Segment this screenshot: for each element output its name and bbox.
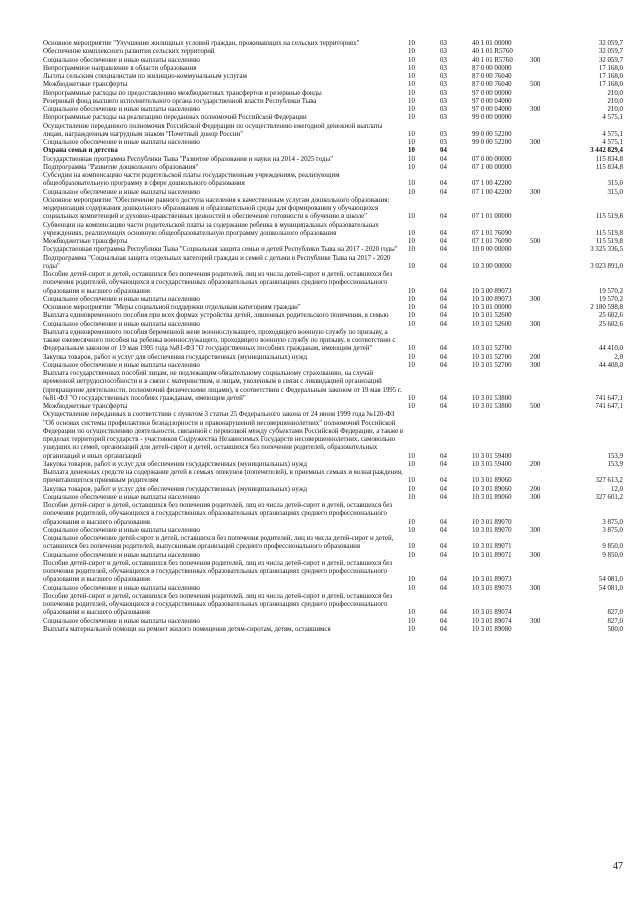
row-subsection-cell: 04 <box>440 493 447 501</box>
row-subsection-cell: 04 <box>440 147 447 155</box>
row-section-cell: 10 <box>408 106 415 113</box>
row-target-article-cell: 07 1 00 00000 <box>472 163 512 171</box>
row-name-cell: Непрограммные расходы по предоставлению межбюджетных трансфертов и резервные фонды <box>43 89 322 97</box>
row-subsection-cell: 04 <box>440 609 447 617</box>
row-amount-cell: 4 575,1 <box>602 130 623 138</box>
row-section-cell: 10 <box>408 246 415 254</box>
table-row <box>43 40 623 48</box>
table-row <box>43 156 623 164</box>
row-target-article-cell: 10 3 01 89060 <box>472 493 512 501</box>
row-section-cell: 10 <box>408 361 415 369</box>
row-expense-type-cell: 300 <box>530 295 541 303</box>
row-expense-type-cell: 300 <box>530 361 541 369</box>
table-row <box>43 362 623 370</box>
row-name-cell: Социальное обеспечение и иные выплаты населению <box>43 106 200 113</box>
table-row <box>43 552 623 560</box>
row-subsection-cell: 03 <box>440 40 447 47</box>
row-amount-cell: 827,0 <box>607 609 623 617</box>
row-subsection-cell: 04 <box>440 312 447 320</box>
row-name-cell: Межбюджетные трансферты <box>43 403 128 410</box>
row-subsection-cell: 03 <box>440 130 447 138</box>
row-target-article-cell: 07 1 01 00000 <box>472 213 512 221</box>
table-row <box>43 560 623 585</box>
row-amount-cell: 115 519,8 <box>595 238 623 245</box>
table-row <box>43 527 623 535</box>
row-name-cell: Резервный фонд высшего исполнительного органа государственной власти Республики Тыва <box>43 97 317 105</box>
row-target-article-cell: 40 1 01 R5760 <box>472 48 513 56</box>
row-amount-cell: 741 647,1 <box>595 403 623 410</box>
table-row <box>43 139 623 147</box>
row-section-cell: 10 <box>408 493 415 501</box>
row-target-article-cell: 40 1 01 R5760 <box>472 56 513 64</box>
table-row <box>43 296 623 304</box>
row-name-cell: Социальное обеспечение и иные выплаты населению <box>43 139 200 146</box>
row-section-cell: 10 <box>408 617 415 625</box>
row-target-article-cell: 10 3 01 53800 <box>472 394 512 402</box>
row-section-cell: 10 <box>408 304 415 311</box>
row-name-cell: Осуществление переданных в соответствии с пунктом 3 статьи 25 Федерального закона от 24 июня 1999 года №120-ФЗ "Об основах системы профилактики безнадзорности и правонарушений несовершеннолетних" полномочий Российской Федерации по осуществлению деятельности, связанной с перевозкой между субъектами Российской Федерации, а также в пределах территорий государств - участников Содружества Независимых Государств несовершеннолетних, самовольно ушедших из семей, организаций для детей-сирот и детей, оставшихся без попечения родителей, образовательных организаций и иных организаций <box>43 411 404 460</box>
row-target-article-cell: 97 0 00 00000 <box>472 89 512 97</box>
row-target-article-cell: 87 0 00 00000 <box>472 64 512 72</box>
table-row <box>43 354 623 362</box>
table-row <box>43 535 623 552</box>
row-target-article-cell: 07 1 00 42200 <box>472 180 512 188</box>
row-expense-type-cell: 300 <box>530 584 541 592</box>
row-expense-type-cell: 300 <box>530 617 541 625</box>
row-target-article-cell: 97 0 00 04000 <box>472 106 512 113</box>
row-name-cell: Выплата единовременного пособия беременной жене военнослужащего, проходящего военную службу по призыву, а также ежемесячного пособия на ребенка военнослужащего, проходящего военную службу по призыву, в соответствии с Федеральным законом от 19 мая 1995 года №81-ФЗ "О государственных пособиях гражданам, имеющим детей" <box>43 328 396 353</box>
table-row <box>43 238 623 246</box>
row-subsection-cell: 04 <box>440 213 447 221</box>
row-target-article-cell: 10 3 01 52600 <box>472 312 512 320</box>
row-subsection-cell: 04 <box>440 345 447 353</box>
row-name-cell: Охрана семьи и детства <box>43 147 118 155</box>
row-amount-cell: 3 875,0 <box>602 526 623 534</box>
row-amount-cell: 500,0 <box>607 625 623 633</box>
row-target-article-cell: 99 0 00 52200 <box>472 139 512 146</box>
row-name-cell: Непрограммное направление в области образования <box>43 64 197 72</box>
table-row <box>43 312 623 320</box>
table-row <box>43 585 623 593</box>
row-amount-cell: 327 613,2 <box>595 477 623 485</box>
row-target-article-cell: 10 3 01 89060 <box>472 477 512 485</box>
table-row <box>43 123 623 140</box>
table-row <box>43 469 623 486</box>
row-section-cell: 10 <box>408 213 415 221</box>
row-amount-cell: 17 168,0 <box>598 81 623 89</box>
row-subsection-cell: 04 <box>440 617 447 625</box>
row-section-cell: 10 <box>408 163 415 171</box>
row-subsection-cell: 04 <box>440 188 447 196</box>
table-row <box>43 222 623 239</box>
row-section-cell: 10 <box>408 188 415 196</box>
table-row <box>43 48 623 56</box>
table-row <box>43 461 623 469</box>
row-target-article-cell: 87 0 00 76040 <box>472 81 512 89</box>
row-subsection-cell: 03 <box>440 89 447 97</box>
row-name-cell: Социальное обеспечение и иные выплаты населению <box>43 56 200 64</box>
row-target-article-cell: 10 3 01 59400 <box>472 452 512 460</box>
row-name-cell: Субсидии на компенсацию части родительской платы государственным учреждениям, реализующим общеобразовательную программу в сфере дошкольного образования <box>43 172 340 188</box>
row-name-cell: Социальное обеспечение и иные выплаты населению <box>43 295 200 303</box>
row-target-article-cell: 10 3 01 52700 <box>472 361 512 369</box>
row-amount-cell: 115 519,8 <box>595 213 623 221</box>
row-subsection-cell: 04 <box>440 320 447 328</box>
row-subsection-cell: 04 <box>440 262 447 270</box>
row-name-cell: Льготы сельским специалистам по жилищно-коммунальным услугам <box>43 73 247 80</box>
row-target-article-cell: 10 3 01 52700 <box>472 353 512 361</box>
row-section-cell: 10 <box>408 452 415 460</box>
row-subsection-cell: 04 <box>440 246 447 254</box>
row-target-article-cell: 10 3 01 53800 <box>472 403 512 410</box>
row-amount-cell: 17 168,0 <box>598 73 623 80</box>
page-number: 47 <box>613 861 623 872</box>
row-expense-type-cell: 300 <box>530 320 541 328</box>
row-section-cell: 10 <box>408 584 415 592</box>
row-subsection-cell: 03 <box>440 81 447 89</box>
row-target-article-cell: 10 3 01 89060 <box>472 485 512 493</box>
row-amount-cell: 25 602,6 <box>598 320 623 328</box>
table-row <box>43 494 623 502</box>
row-name-cell: Социальное обеспечение и иные выплаты населению <box>43 361 200 369</box>
row-expense-type-cell: 500 <box>530 403 541 410</box>
row-amount-cell: 44 410,0 <box>598 345 623 353</box>
row-subsection-cell: 04 <box>440 584 447 592</box>
row-name-cell: Закупка товаров, работ и услуг для обеспечения государственных (муниципальных) нужд <box>43 485 307 493</box>
row-target-article-cell: 10 3 01 89074 <box>472 617 512 625</box>
row-section-cell: 10 <box>408 130 415 138</box>
row-target-article-cell: 10 3 01 89074 <box>472 609 512 617</box>
row-name-cell: Социальное обеспечение и иные выплаты населению <box>43 320 200 328</box>
row-subsection-cell: 04 <box>440 526 447 534</box>
row-target-article-cell: 10 3 01 89070 <box>472 518 512 526</box>
row-target-article-cell: 10 3 01 89071 <box>472 543 512 551</box>
row-section-cell: 10 <box>408 394 415 402</box>
row-subsection-cell: 04 <box>440 361 447 369</box>
row-name-cell: Основное мероприятие "Обеспечение равного доступа населения к качественным услугам дошкольного образования: модернизация содержания дошкольного образования и образовательной среды для формирования у обучающихся социальных компетенций и духовно-нравственных ценностей и обеспечение готовности к обучению в школе" <box>43 196 390 221</box>
row-name-cell: Основное мероприятие "Меры социальной поддержки отдельным категориям граждан" <box>43 304 301 311</box>
row-target-article-cell: 07 1 01 76090 <box>472 238 512 245</box>
row-name-cell: Пособие детей-сирот и детей, оставшихся без попечения родителей, лиц из числа детей-сирот и детей, оставшихся без попечения родителей, обучающихся в государственных образовательных организациях среднего профессионального образования и высшего образования <box>43 559 393 584</box>
row-subsection-cell: 04 <box>440 518 447 526</box>
row-section-cell: 10 <box>408 180 415 188</box>
row-section-cell: 10 <box>408 40 415 47</box>
budget-table <box>43 40 623 634</box>
row-name-cell: Осуществление переданного полномочия Российской Федерации по осуществлению ежегодной денежной выплаты лицам, награжденным нагрудным знаком "Почетный донор России" <box>43 122 383 138</box>
row-amount-cell: 9 850,0 <box>602 551 623 559</box>
row-subsection-cell: 04 <box>440 576 447 584</box>
row-section-cell: 10 <box>408 238 415 245</box>
row-amount-cell: 19 570,2 <box>598 295 623 303</box>
row-section-cell: 10 <box>408 287 415 295</box>
row-name-cell: Социальное обеспечение и иные выплаты населению <box>43 526 200 534</box>
row-name-cell: Социальное обеспечение и иные выплаты населению <box>43 493 200 501</box>
row-subsection-cell: 03 <box>440 64 447 72</box>
row-amount-cell: 12,0 <box>610 485 623 493</box>
row-section-cell: 10 <box>408 312 415 320</box>
row-amount-cell: 741 647,1 <box>595 394 623 402</box>
row-amount-cell: 827,0 <box>607 617 623 625</box>
table-row <box>43 403 623 411</box>
row-expense-type-cell: 300 <box>530 551 541 559</box>
row-expense-type-cell: 300 <box>530 493 541 501</box>
row-amount-cell: 115 519,8 <box>595 229 623 237</box>
row-amount-cell: 2,0 <box>614 353 623 361</box>
row-subsection-cell: 04 <box>440 238 447 245</box>
table-row <box>43 255 623 272</box>
row-amount-cell: 210,0 <box>607 106 623 113</box>
row-subsection-cell: 04 <box>440 625 447 633</box>
row-name-cell: Обеспечение комплексного развития сельских территорий <box>43 48 215 56</box>
row-expense-type-cell: 500 <box>530 238 541 245</box>
row-amount-cell: 153,9 <box>607 452 623 460</box>
row-amount-cell: 17 168,0 <box>598 64 623 72</box>
row-name-cell: Закупка товаров, работ и услуг для обеспечения государственных (муниципальных) нужд <box>43 460 307 468</box>
table-row <box>43 304 623 312</box>
row-subsection-cell: 04 <box>440 295 447 303</box>
row-section-cell: 10 <box>408 64 415 72</box>
row-expense-type-cell: 500 <box>530 81 541 89</box>
row-name-cell: Выплата государственных пособий лицам, не подлежащим обязательному социальному страхованию, на случай временной нетрудоспособности и в связи с материнством, и лицам, уволенным в связи с ликвидацией организаций (прекращение деятельности, полномочий физическими лицами), в соответствии с Федеральным законом от 19 мая 1995 г. №81-ФЗ "О государственных пособиях гражданам, имеющим детей" <box>43 370 402 402</box>
row-section-cell: 10 <box>408 155 415 163</box>
table-row <box>43 329 623 354</box>
row-section-cell: 10 <box>408 353 415 361</box>
row-amount-cell: 315,0 <box>607 188 623 196</box>
row-name-cell: Основное мероприятие "Улучшение жилищных условий граждан, проживающих на сельских территориях" <box>43 40 360 47</box>
table-row <box>43 593 623 618</box>
row-section-cell: 10 <box>408 609 415 617</box>
row-amount-cell: 210,0 <box>607 97 623 105</box>
row-section-cell: 10 <box>408 97 415 105</box>
row-name-cell: Подпрограмма "Развитие дошкольного образования" <box>43 163 199 171</box>
row-target-article-cell: 10 3 01 89080 <box>472 625 512 633</box>
row-subsection-cell: 03 <box>440 56 447 64</box>
row-amount-cell: 32 059,7 <box>598 56 623 64</box>
row-target-article-cell: 10 0 00 00000 <box>472 246 512 254</box>
table-row <box>43 197 623 222</box>
row-target-article-cell: 10 3 01 59400 <box>472 460 512 468</box>
row-section-cell: 10 <box>408 518 415 526</box>
row-expense-type-cell: 200 <box>530 460 541 468</box>
row-section-cell: 10 <box>408 625 415 633</box>
table-row <box>43 271 623 296</box>
row-amount-cell: 19 570,2 <box>598 287 623 295</box>
table-row <box>43 81 623 89</box>
row-section-cell: 10 <box>408 526 415 534</box>
row-name-cell: Субвенции на компенсацию части родительской платы за содержание ребенка в муниципальных образовательных учреждениях, реализующих основную общеобразовательную программу дошкольного образования <box>43 221 379 237</box>
row-subsection-cell: 03 <box>440 73 447 80</box>
row-subsection-cell: 03 <box>440 97 447 105</box>
row-target-article-cell: 10 3 01 52700 <box>472 345 512 353</box>
row-subsection-cell: 04 <box>440 287 447 295</box>
row-name-cell: Закупка товаров, работ и услуг для обеспечения государственных (муниципальных) нужд <box>43 353 307 361</box>
row-target-article-cell: 10 3 01 89073 <box>472 584 512 592</box>
row-name-cell: Межбюджетные трансферты <box>43 238 128 245</box>
row-amount-cell: 44 408,0 <box>598 361 623 369</box>
row-section-cell: 10 <box>408 229 415 237</box>
row-amount-cell: 115 834,8 <box>595 163 623 171</box>
table-row <box>43 486 623 494</box>
row-amount-cell: 3 875,0 <box>602 518 623 526</box>
table-row <box>43 370 623 403</box>
row-name-cell: Социальное обеспечение детей-сирот и детей, оставшихся без попечения родителей, лиц из числа детей-сирот и детей, оставшихся без попечения родителей, выпускникам организаций среднего профессионального образования <box>43 535 394 551</box>
row-target-article-cell: 99 0 00 00000 <box>472 114 512 122</box>
row-target-article-cell: 40 1 01 00000 <box>472 40 512 47</box>
table-row <box>43 411 623 461</box>
row-section-cell: 10 <box>408 48 415 56</box>
row-name-cell: Пособие детей-сирот и детей, оставшихся без попечения родителей, лиц из числа детей-сирот и детей, оставшихся без попечения родителей, обучающихся в государственных образовательных организациях среднего профессионального образования и высшего образования <box>43 592 393 617</box>
row-name-cell: Социальное обеспечение и иные выплаты населению <box>43 551 200 559</box>
row-subsection-cell: 04 <box>440 452 447 460</box>
row-section-cell: 10 <box>408 576 415 584</box>
row-subsection-cell: 03 <box>440 106 447 113</box>
row-section-cell: 10 <box>408 345 415 353</box>
table-row <box>43 189 623 197</box>
row-amount-cell: 315,0 <box>607 180 623 188</box>
row-name-cell: Межбюджетные трансферты <box>43 81 128 89</box>
row-name-cell: Государственная программа Республики Тыва "Развитие образования и науки на 2014 - 2025 годы" <box>43 155 334 163</box>
row-section-cell: 10 <box>408 56 415 64</box>
row-subsection-cell: 04 <box>440 353 447 361</box>
row-target-article-cell: 10 3 01 52600 <box>472 320 512 328</box>
row-name-cell: Социальное обеспечение и иные выплаты населению <box>43 188 200 196</box>
row-amount-cell: 3 023 891,0 <box>590 262 623 270</box>
row-expense-type-cell: 300 <box>530 106 541 113</box>
row-name-cell: Выплата денежных средств на содержание детей в семьях опекунов (попечителей), в приемных семьях и вознаграждения, причитающегося приемным родителям <box>43 469 403 485</box>
row-target-article-cell: 87 0 00 76040 <box>472 73 512 80</box>
row-target-article-cell: 10 3 01 89073 <box>472 576 512 584</box>
row-amount-cell: 25 602,6 <box>598 312 623 320</box>
row-subsection-cell: 04 <box>440 163 447 171</box>
row-subsection-cell: 04 <box>440 304 447 311</box>
row-amount-cell: 115 834,8 <box>595 155 623 163</box>
row-amount-cell: 54 081,0 <box>598 576 623 584</box>
row-expense-type-cell: 200 <box>530 485 541 493</box>
row-subsection-cell: 04 <box>440 477 447 485</box>
row-section-cell: 10 <box>408 262 415 270</box>
table-row <box>43 57 623 65</box>
row-name-cell: Выплата единовременного пособия при всех формах устройства детей, лишенных родительского попечения, в семью <box>43 312 389 320</box>
row-amount-cell: 2 180 598,8 <box>590 304 623 311</box>
row-amount-cell: 327 601,2 <box>595 493 623 501</box>
row-name-cell: Непрограммные расходы на реализацию переданных полномочий Российской Федерации <box>43 114 307 122</box>
table-row <box>43 98 623 106</box>
row-name-cell: Выплата материальной помощи на ремонт жилого помещения детям-сиротам, детям, оставшимся <box>43 625 331 633</box>
row-section-cell: 10 <box>408 460 415 468</box>
row-name-cell: Пособие детей-сирот и детей, оставшихся без попечения родителей, лиц из числа детей-сирот и детей, оставшихся без попечения родителей, обучающихся в государственных образовательных организациях среднего профессионального образования и высшего образования <box>43 271 393 295</box>
row-section-cell: 10 <box>408 139 415 146</box>
row-amount-cell: 3 442 829,4 <box>590 147 623 155</box>
row-target-article-cell: 10 3 01 89071 <box>472 551 512 559</box>
row-amount-cell: 3 325 336,5 <box>590 246 623 254</box>
row-target-article-cell: 10 3 00 89073 <box>472 295 512 303</box>
row-amount-cell: 54 081,0 <box>598 584 623 592</box>
row-subsection-cell: 04 <box>440 460 447 468</box>
row-target-article-cell: 10 3 01 89070 <box>472 526 512 534</box>
row-subsection-cell: 04 <box>440 551 447 559</box>
row-target-article-cell: 07 0 00 00000 <box>472 155 512 163</box>
row-amount-cell: 4 575,1 <box>602 139 623 146</box>
row-amount-cell: 4 575,1 <box>602 114 623 122</box>
row-name-cell: Социальное обеспечение и иные выплаты населению <box>43 584 200 592</box>
row-section-cell: 10 <box>408 295 415 303</box>
row-subsection-cell: 03 <box>440 114 447 122</box>
row-section-cell: 10 <box>408 543 415 551</box>
row-expense-type-cell: 300 <box>530 526 541 534</box>
row-name-cell: Государственная программа Республики Тыва "Социальная защита семьи и детей Республики Тыва на 2017 - 2020 годы" <box>43 246 398 254</box>
row-name-cell: Социальное обеспечение и иные выплаты населению <box>43 617 200 625</box>
row-section-cell: 10 <box>408 89 415 97</box>
row-target-article-cell: 97 0 00 04000 <box>472 97 512 105</box>
row-subsection-cell: 04 <box>440 180 447 188</box>
row-subsection-cell: 04 <box>440 394 447 402</box>
row-amount-cell: 32 059,7 <box>598 48 623 56</box>
row-subsection-cell: 04 <box>440 229 447 237</box>
row-section-cell: 10 <box>408 73 415 80</box>
row-amount-cell: 210,0 <box>607 89 623 97</box>
row-target-article-cell: 99 0 00 52200 <box>472 130 512 138</box>
table-row <box>43 321 623 329</box>
row-subsection-cell: 03 <box>440 139 447 146</box>
row-expense-type-cell: 200 <box>530 353 541 361</box>
row-name-cell: Пособие детей-сирот и детей, оставшихся без попечения родителей, лиц из числа детей-сирот и детей, оставшихся без попечения родителей, обучающихся в государственных образовательных организациях среднего профессионального образования и высшего образования <box>43 502 393 526</box>
row-section-cell: 10 <box>408 485 415 493</box>
row-section-cell: 10 <box>408 114 415 122</box>
row-section-cell: 10 <box>408 147 415 155</box>
table-row <box>43 90 623 98</box>
row-section-cell: 10 <box>408 403 415 410</box>
row-target-article-cell: 10 3 00 00000 <box>472 262 512 270</box>
table-row <box>43 618 623 626</box>
table-row <box>43 65 623 73</box>
row-subsection-cell: 03 <box>440 48 447 56</box>
table-row <box>43 164 623 172</box>
table-row <box>43 626 623 634</box>
table-row <box>43 73 623 81</box>
row-section-cell: 10 <box>408 477 415 485</box>
row-expense-type-cell: 300 <box>530 188 541 196</box>
row-target-article-cell: 10 3 00 89073 <box>472 287 512 295</box>
table-row <box>43 246 623 254</box>
row-expense-type-cell: 300 <box>530 139 541 146</box>
table-row <box>43 114 623 122</box>
row-amount-cell: 9 850,0 <box>602 543 623 551</box>
row-subsection-cell: 04 <box>440 543 447 551</box>
table-row <box>43 502 623 527</box>
row-amount-cell: 32 059,7 <box>598 40 623 47</box>
row-amount-cell: 153,9 <box>607 460 623 468</box>
row-target-article-cell: 07 1 01 76090 <box>472 229 512 237</box>
row-section-cell: 10 <box>408 81 415 89</box>
row-subsection-cell: 04 <box>440 155 447 163</box>
row-expense-type-cell: 300 <box>530 56 541 64</box>
row-subsection-cell: 04 <box>440 403 447 410</box>
row-subsection-cell: 04 <box>440 485 447 493</box>
row-name-cell: Подпрограмма "Социальная защита отдельных категорий граждан и семей с детьми в Республике Тыва на 2017 - 2020 годы" <box>43 254 391 270</box>
row-section-cell: 10 <box>408 551 415 559</box>
table-row <box>43 106 623 114</box>
table-row <box>43 172 623 189</box>
table-row <box>43 147 623 155</box>
row-section-cell: 10 <box>408 320 415 328</box>
row-target-article-cell: 10 3 01 00000 <box>472 304 512 311</box>
row-target-article-cell: 07 1 00 42200 <box>472 188 512 196</box>
